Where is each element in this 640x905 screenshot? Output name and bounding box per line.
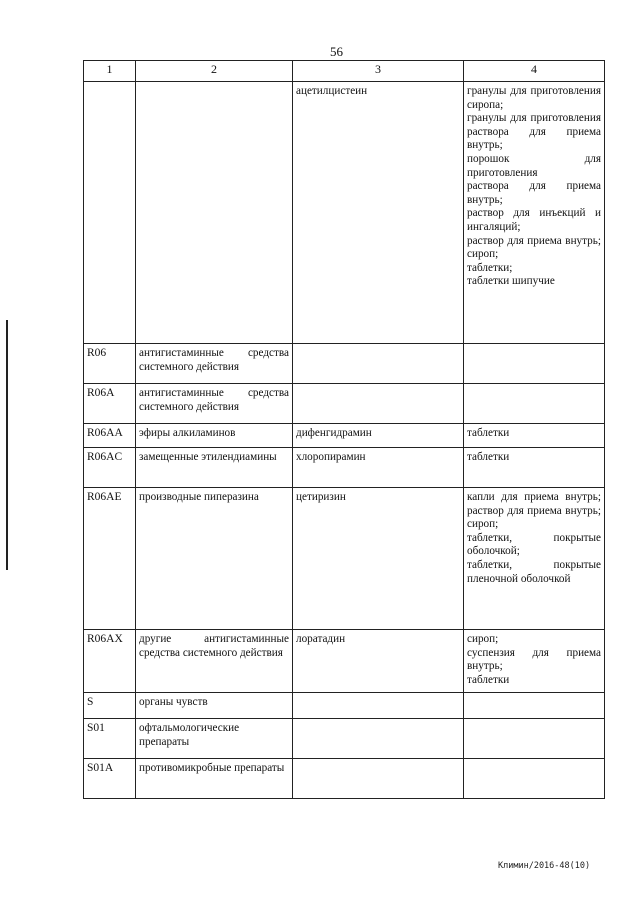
- dosage-form-item: таблетки;: [467, 261, 513, 274]
- table-row: [84, 424, 605, 448]
- table-row: [84, 344, 605, 384]
- drug-name-cell: хлоропирамин: [293, 448, 464, 488]
- dosage-form-item: капли для приема внутрь;: [467, 491, 601, 503]
- atc-code-cell: S01A: [84, 759, 136, 799]
- dosage-forms-cell: [464, 693, 605, 719]
- document-footer-code: Климин/2016-48(10): [498, 861, 591, 871]
- atc-code-cell: [84, 82, 136, 344]
- dosage-forms-cell: [464, 82, 605, 344]
- dosage-forms-cell: [464, 759, 605, 799]
- dosage-form-item: сироп;: [467, 633, 499, 645]
- dosage-form-item: гранулы для приготовления: [467, 112, 601, 125]
- table-row: [84, 759, 605, 799]
- dosage-form-item: таблетки: [467, 427, 510, 439]
- dosage-form-item: гранулы для приготовления сиропа;: [467, 85, 601, 111]
- group-name-cell: эфиры алкиламинов: [136, 424, 293, 448]
- dosage-form-item: раствор для приема внутрь;: [467, 504, 601, 517]
- dosage-form-item: таблетки шипучие: [467, 275, 555, 288]
- dosage-forms-cell: [464, 719, 605, 759]
- table-body: [84, 82, 605, 799]
- group-name-cell: органы чувств: [136, 693, 293, 719]
- drug-name-cell: ацетилцистеин: [293, 82, 464, 344]
- dosage-form-item: сироп;: [467, 248, 499, 261]
- dosage-forms-cell: [464, 630, 605, 693]
- drug-name-cell: [293, 384, 464, 424]
- dosage-form-item: сироп;: [467, 518, 499, 531]
- dosage-form-item: порошок для приготовления: [467, 152, 601, 179]
- atc-code-cell: S: [84, 693, 136, 719]
- table-row: [84, 719, 605, 759]
- drug-name-cell: [293, 693, 464, 719]
- drug-name-cell: [293, 344, 464, 384]
- dosage-forms-cell: [464, 488, 605, 630]
- dosage-form-item: таблетки, покрытые пленочной оболочкой: [467, 558, 601, 585]
- header-cell-4: 4: [464, 61, 605, 82]
- header-cell-2: 2: [136, 61, 293, 82]
- table-row: [84, 82, 605, 344]
- drug-name-cell: лоратадин: [293, 630, 464, 693]
- drug-name-cell: дифенгидрамин: [293, 424, 464, 448]
- dosage-forms-cell: [464, 344, 605, 384]
- header-cell-3: 3: [293, 61, 464, 82]
- dosage-forms-cell: [464, 448, 605, 488]
- dosage-form-item: раствора для приема внутрь;: [467, 180, 601, 206]
- table-row: [84, 693, 605, 719]
- scan-margin-line: [6, 320, 8, 570]
- atc-code-cell: R06AX: [84, 630, 136, 693]
- dosage-form-item: раствор для инъекций и ингаляций;: [467, 207, 601, 233]
- drug-name-cell: цетиризин: [293, 488, 464, 630]
- header-row: [84, 61, 605, 82]
- group-name-cell: антигистаминные средства системного действия: [136, 384, 293, 424]
- atc-code-cell: S01: [84, 719, 136, 759]
- group-name-cell: замещенные этилендиамины: [136, 448, 293, 488]
- atc-code-cell: R06A: [84, 384, 136, 424]
- table-row: [84, 488, 605, 630]
- dosage-form-item: таблетки, покрытые оболочкой;: [467, 531, 601, 558]
- dosage-form-item: раствора для приема внутрь;: [467, 125, 601, 152]
- group-name-cell: производные пиперазина: [136, 488, 293, 630]
- table-row: [84, 384, 605, 424]
- header-cell-1: 1: [84, 61, 136, 82]
- atc-code-cell: R06AC: [84, 448, 136, 488]
- dosage-form-item: суспензия для приема внутрь;: [467, 646, 601, 673]
- atc-code-cell: R06AA: [84, 424, 136, 448]
- table-row: [84, 448, 605, 488]
- group-name-cell: другие антигистаминные средства системного действия: [136, 630, 293, 693]
- drug-name-cell: [293, 719, 464, 759]
- atc-code-cell: R06AE: [84, 488, 136, 630]
- dosage-forms-cell: [464, 424, 605, 448]
- group-name-cell: противомикробные препараты: [136, 759, 293, 799]
- dosage-form-item: таблетки: [467, 673, 510, 686]
- group-name-cell: [136, 82, 293, 344]
- group-name-cell: антигистаминные средства системного действия: [136, 344, 293, 384]
- dosage-forms-cell: [464, 384, 605, 424]
- group-name-cell: офтальмологические препараты: [136, 719, 293, 759]
- page-number: 56: [330, 44, 343, 59]
- table-row: [84, 630, 605, 693]
- atc-code-cell: R06: [84, 344, 136, 384]
- dosage-form-item: раствор для приема внутрь;: [467, 234, 601, 247]
- medication-table: [83, 60, 605, 799]
- drug-name-cell: [293, 759, 464, 799]
- dosage-form-item: таблетки: [467, 451, 510, 463]
